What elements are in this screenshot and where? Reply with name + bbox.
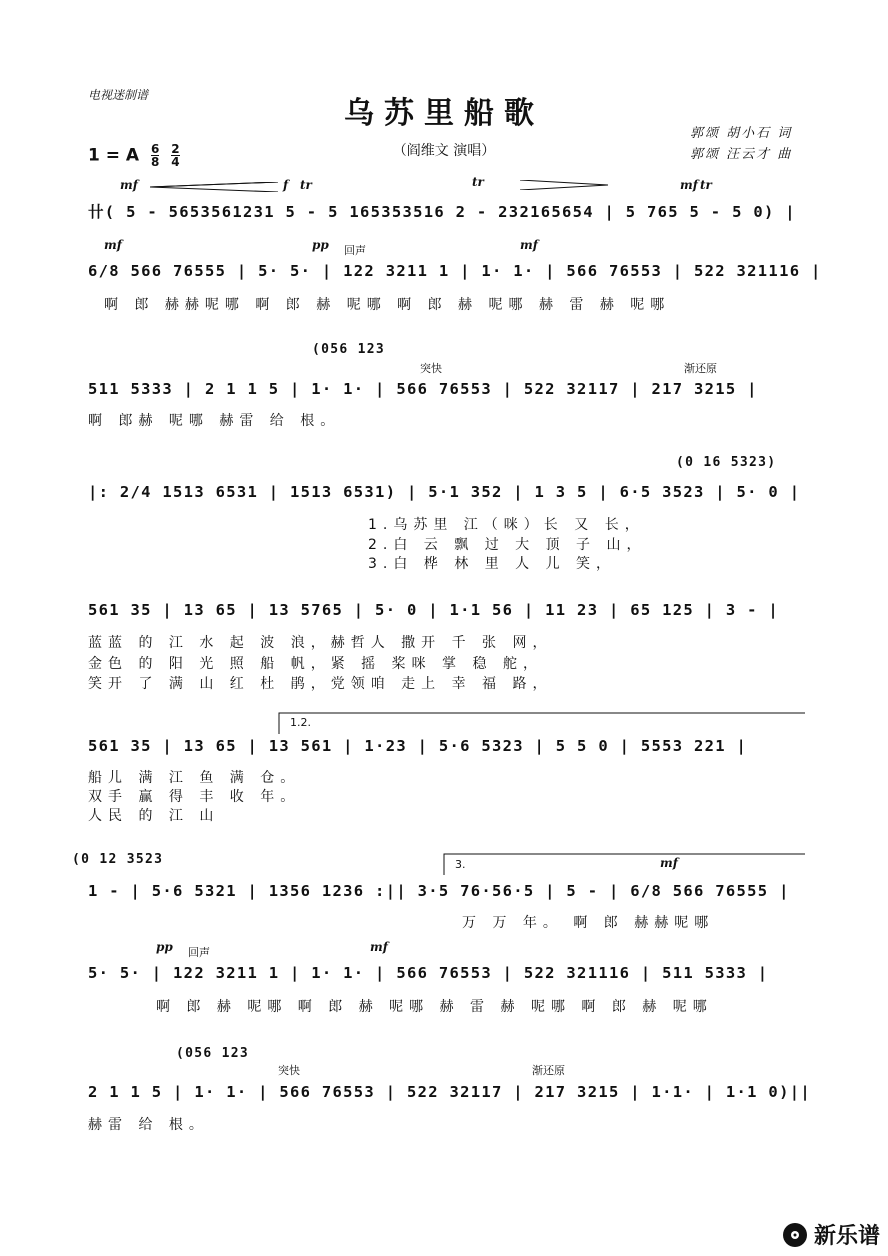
crescendo-mark: [150, 182, 280, 192]
lyric-line-5c: 笑开 了 满 山 红 杜 鹃，党领咱 走上 幸 福 路，: [88, 676, 553, 692]
score-line-4: |: 2/4 1513 6531 | 1513 6531) | 5·1 352 | 1 3 5 | 6·5 3523 | 5· 0 |: [88, 483, 801, 501]
lyric-line-9: 赫雷 给 根。: [88, 1117, 209, 1133]
lyric-line-6c: 人民 的 江 山: [88, 808, 220, 824]
lyricist: 郭颂 胡小石 词: [690, 126, 793, 141]
volta-bracket-3: [443, 853, 806, 875]
watermark: [782, 1219, 880, 1250]
gradual-return-annotation: 渐还原: [684, 362, 717, 375]
dynamic-mf: mf: [660, 856, 678, 870]
lyric-line-7: 万 万 年。 啊 郎 赫赫呢哪: [462, 915, 715, 931]
lyric-line-6b: 双手 赢 得 丰 收 年。: [88, 789, 301, 805]
score-line-2: 6/8 566 76555 | 5· 5· | 122 3211 1 | 1· 1· | 566 76553 | 522 321116 |: [88, 262, 822, 280]
intro-phrase: (056 123: [312, 342, 386, 357]
singer: （阎维文 演唱）: [392, 143, 496, 159]
score-line-1: 卄( 5 - 5653561231 5 - 5 165353516 2 - 232165654 | 5 765 5 - 5 0) |: [88, 203, 796, 221]
echo-annotation: 回声: [344, 244, 366, 257]
dynamic-mf: mf: [520, 238, 538, 252]
lyric-line-8: 啊 郎 赫 呢哪 啊 郎 赫 呢哪 赫 雷 赫 呢哪 啊 郎 赫 呢哪: [156, 999, 713, 1015]
vinyl-record-icon: [782, 1222, 808, 1248]
score-line-9: 2 1 1 5 | 1· 1· | 566 76553 | 522 32117 | 217 3215 | 1·1· | 1·1 0)||: [88, 1083, 811, 1101]
verse-2-line: 2.白 云 飘 过 大 顶 子 山，: [368, 537, 647, 553]
lyric-line-5a: 蓝蓝 的 江 水 起 波 浪，赫哲人 撒开 千 张 网，: [88, 635, 553, 651]
echo-annotation: 回声: [188, 946, 210, 959]
dynamic-f: f: [283, 178, 289, 192]
lyric-line-2: 啊 郎 赫赫呢哪 啊 郎 赫 呢哪 啊 郎 赫 呢哪 赫 雷 赫 呢哪: [104, 297, 671, 313]
score-line-5: 561 35 | 13 65 | 13 5765 | 5· 0 | 1·1 56 | 11 23 | 65 125 | 3 - |: [88, 601, 780, 619]
sudden-fast-annotation: 突快: [420, 362, 442, 375]
dynamic-mf: mf: [680, 178, 698, 192]
verse-1-line: 1.乌苏里 江（咪）长 又 长，: [368, 517, 645, 533]
volta-label: 3.: [455, 858, 466, 871]
score-line-8: 5· 5· | 122 3211 1 | 1· 1· | 566 76553 | 522 321116 | 511 5333 |: [88, 964, 769, 982]
dynamic-pp: pp: [312, 238, 329, 252]
key-signature: [88, 143, 180, 168]
sudden-fast-annotation: 突快: [278, 1064, 300, 1077]
intro-phrase: (056 123: [176, 1046, 250, 1061]
composer: 郭颂 汪云才 曲: [690, 147, 793, 162]
intro-phrase: (0 16 5323): [676, 455, 777, 470]
intro-phrase: (0 12 3523: [72, 852, 164, 867]
dynamic-mf: mf: [370, 940, 388, 954]
lyric-line-6a: 船儿 满 江 鱼 满 仓。: [88, 770, 301, 786]
verse-3-line: 3.白 桦 林 里 人 儿 笑，: [368, 556, 617, 572]
volta-bracket-1-2: [278, 712, 806, 734]
lyric-line-5b: 金色 的 阳 光 照 船 帆，紧 摇 桨咪 掌 稳 舵，: [88, 656, 543, 672]
key-label: 1 = A: [88, 145, 140, 166]
gradual-return-annotation: 渐还原: [532, 1064, 565, 1077]
time-signature-1: $\frac{6}{8}$: [151, 142, 160, 169]
dynamic-pp: pp: [156, 940, 173, 954]
dynamic-mf: mf: [120, 178, 138, 192]
watermark-text: 新乐谱: [813, 1224, 880, 1249]
score-line-3: 511 5333 | 2 1 1 5 | 1· 1· | 566 76553 | 522 32117 | 217 3215 |: [88, 380, 758, 398]
volta-label: 1.2.: [290, 716, 311, 729]
time-signature-2: $\frac{2}{4}$: [171, 142, 180, 169]
trill-mark: tr: [300, 178, 312, 192]
dynamic-mf: mf: [104, 238, 122, 252]
source-note: 电视迷制谱: [88, 88, 149, 102]
score-line-6: 561 35 | 13 65 | 13 561 | 1·23 | 5·6 5323 | 5 5 0 | 5553 221 |: [88, 737, 748, 755]
score-line-7: 1 - | 5·6 5321 | 1356 1236 :|| 3·5 76·56·5 | 5 - | 6/8 566 76555 |: [88, 882, 790, 900]
song-title: 乌苏里船歌: [344, 96, 544, 131]
decrescendo-mark: [520, 180, 610, 190]
trill-mark: tr: [700, 178, 712, 192]
trill-mark: tr: [472, 175, 484, 189]
lyric-line-3: 啊 郎赫 呢哪 赫雷 给 根。: [88, 413, 341, 429]
